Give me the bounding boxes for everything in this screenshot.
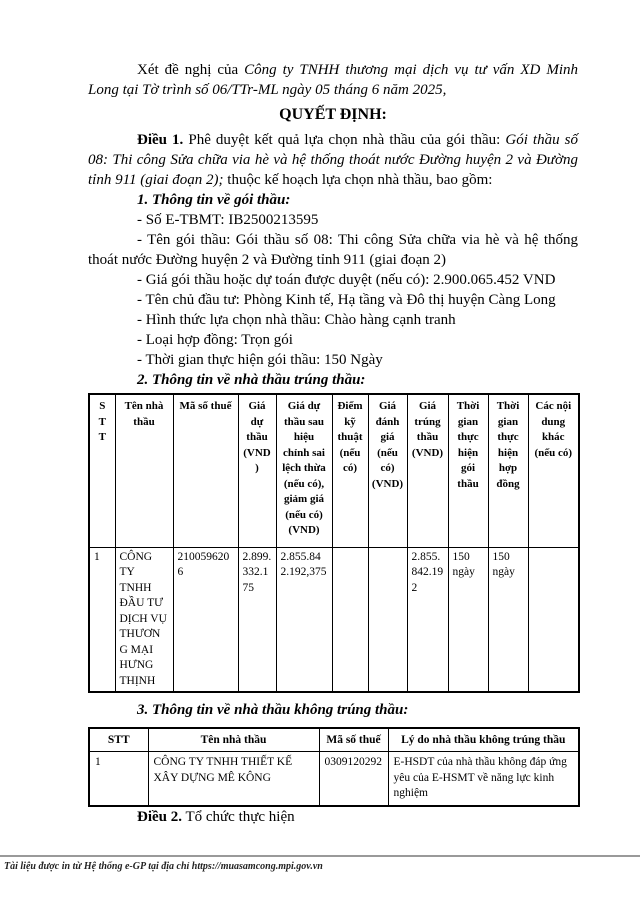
section1-item-approved-price: - Giá gói thầu hoặc dự toán được duyệt (nếu có): 2.900.065.452 VND [137, 272, 556, 288]
article1-text-after: thuộc kế hoạch lựa chọn nhà thầu, bao gồm: [223, 172, 493, 188]
article1-text-before: Phê duyệt kết quả lựa chọn nhà thầu của gói thầu: [183, 132, 506, 148]
col-header-tax-code: Mã số thuế [173, 394, 238, 547]
winning-bidder-table [88, 393, 580, 693]
col-header-evaluated-price: Giá đánh giá (nếu có) (VND) [368, 394, 407, 547]
non-winning-bidder-table [88, 727, 580, 807]
col-header-corrected-bid-price: Giá dự thầu sau hiệu chỉnh sai lệch thừa (nếu có), giảm giá (nếu có) (VND) [276, 394, 332, 547]
section1-item-package-name: - Tên gói thầu: Gói thầu số 08: Thi công Sửa chữa via hè và hệ thống thoát nước Đường huyện 2 và Đường tỉnh 911 (giai đoạn 2) [88, 232, 578, 268]
section1-item-selection-method: - Hình thức lựa chọn nhà thầu: Chào hàng cạnh tranh [137, 312, 456, 328]
cell-corrected-bid-price: 2.855.842.192,375 [276, 547, 332, 692]
section1-item-duration: - Thời gian thực hiện gói thầu: 150 Ngày [137, 352, 383, 368]
footer-note: Tài liệu được in từ Hệ thống e-GP tại địa chỉ https://muasamcong.mpi.gov.vn [4, 861, 323, 872]
col-header-contract-duration: Thời gian thực hiện hợp đồng [488, 394, 528, 547]
cell-evaluated-price [368, 547, 407, 692]
col-header-contractor-name: Tên nhà thầu [148, 728, 319, 752]
cell-bid-price: 2.899.332.175 [238, 547, 276, 692]
cell-winning-price: 2.855.842.192 [407, 547, 448, 692]
document-page [88, 60, 578, 827]
section2-heading: 2. Thông tin về nhà thầu trúng thầu: [137, 372, 366, 388]
decision-title: QUYẾT ĐỊNH: [279, 106, 387, 123]
non-winning-table-header-row [89, 728, 579, 752]
cell-package-duration: 150 ngày [448, 547, 488, 692]
footer-divider [0, 855, 640, 857]
col-header-bid-price: Giá dự thầu (VND) [238, 394, 276, 547]
section1-heading: 1. Thông tin về gói thầu: [137, 192, 291, 208]
cell-tax-code: 0309120292 [319, 752, 388, 806]
winning-table-data-row [89, 547, 579, 692]
article2-text: Tổ chức thực hiện [182, 808, 295, 825]
section1-item-investor: - Tên chủ đầu tư: Phòng Kinh tế, Hạ tầng và Đô thị huyện Càng Long [137, 292, 556, 308]
col-header-tax-code: Mã số thuế [319, 728, 388, 752]
cell-stt: 1 [89, 547, 115, 692]
col-header-contractor-name: Tên nhà thầu [115, 394, 173, 547]
preamble-lead: Xét đề nghị của [137, 62, 245, 78]
article1-package-name: Gói thầu số 08: Thi công Sửa chữa via hè và hệ thống thoát nước Đường huyện 2 và Đường tỉnh 911 (giai đoạn 2); [88, 132, 578, 188]
cell-contractor-name: CÔNG TY TNHH ĐẦU TƯ DỊCH VỤ THƯƠNG MẠI HƯNG THỊNH [115, 547, 173, 692]
preamble-source: Công ty TNHH thương mại dịch vụ tư vấn XD Minh Long tại Tờ trình số 06/TTr-ML ngày 05 tháng 6 năm 2025, [88, 62, 578, 98]
col-header-stt: STT [89, 394, 115, 547]
cell-other-contents [528, 547, 579, 692]
col-header-rejection-reason: Lý do nhà thầu không trúng thầu [388, 728, 579, 752]
section1-item-etbmt: - Số E-TBMT: IB2500213595 [137, 212, 319, 228]
article2-paragraph [88, 807, 578, 827]
winning-table-header-row [89, 394, 579, 547]
col-header-other-contents: Các nội dung khác (nếu có) [528, 394, 579, 547]
article2-label: Điều 2. [137, 808, 182, 825]
cell-contract-duration: 150 ngày [488, 547, 528, 692]
cell-rejection-reason: E-HSDT của nhà thầu không đáp ứng yêu của E-HSMT về năng lực kinh nghiệm [388, 752, 579, 806]
section1-item-contract-type: - Loại hợp đồng: Trọn gói [137, 332, 293, 348]
cell-tax-code: 2100596206 [173, 547, 238, 692]
section3-heading: 3. Thông tin về nhà thầu không trúng thầu: [137, 702, 409, 718]
col-header-package-duration: Thời gian thực hiện gói thầu [448, 394, 488, 547]
col-header-technical-score: Điểm kỹ thuật (nếu có) [332, 394, 368, 547]
non-winning-table-data-row [89, 752, 579, 806]
col-header-winning-price: Giá trúng thầu (VND) [407, 394, 448, 547]
cell-contractor-name: CÔNG TY TNHH THIẾT KẾ XÂY DỰNG MÊ KÔNG [148, 752, 319, 806]
article1-label: Điều 1. [137, 132, 184, 148]
preamble-paragraph [88, 60, 578, 100]
cell-stt: 1 [89, 752, 148, 806]
cell-technical-score [332, 547, 368, 692]
article1-paragraph [88, 130, 578, 190]
col-header-stt: STT [89, 728, 148, 752]
